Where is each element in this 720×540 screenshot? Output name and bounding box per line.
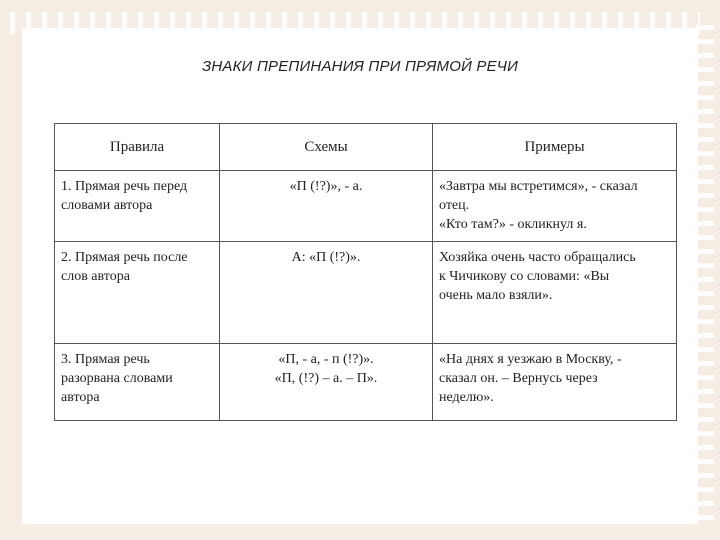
table-row — [55, 344, 677, 421]
table-header-row — [55, 124, 677, 171]
example-line: Хозяйка очень часто обращались — [439, 250, 636, 265]
scheme-line: А: «П (!?)». — [291, 250, 361, 265]
example-cell — [433, 171, 677, 242]
rule-cell — [55, 171, 220, 242]
example-line: отец. — [439, 198, 470, 213]
example-cell — [433, 242, 677, 344]
header-schemes: Схемы — [220, 124, 433, 171]
torn-edge-right — [696, 20, 714, 520]
rule-line: слов автора — [61, 269, 130, 284]
rule-line: 3. Прямая речь — [61, 352, 150, 367]
scheme-cell — [220, 344, 433, 421]
example-line: сказал он. – Вернусь через — [439, 371, 598, 386]
page-title: ЗНАКИ ПРЕПИНАНИЯ ПРИ ПРЯМОЙ РЕЧИ — [201, 58, 519, 75]
scheme-cell — [220, 171, 433, 242]
rule-cell — [55, 242, 220, 344]
rule-line: словами автора — [61, 198, 153, 213]
header-examples: Примеры — [433, 124, 677, 171]
rule-line: 2. Прямая речь после — [61, 250, 188, 265]
example-line: «Завтра мы встретимся», - сказал — [439, 179, 638, 194]
table-row — [55, 242, 677, 344]
rule-line: 1. Прямая речь перед — [61, 179, 188, 194]
example-cell — [433, 344, 677, 421]
header-rules: Правила — [55, 124, 220, 171]
example-line: «Кто там?» - окликнул я. — [439, 217, 587, 232]
example-line: неделю». — [439, 390, 494, 405]
table-row — [55, 171, 677, 242]
rule-line: автора — [61, 390, 100, 405]
example-line: к Чичикову со словами: «Вы — [439, 269, 610, 284]
scheme-line: «П, (!?) – а. – П». — [274, 371, 378, 386]
rule-line: разорвана словами — [61, 371, 173, 386]
example-line: очень мало взяли». — [439, 288, 553, 303]
scheme-line: «П (!?)», - а. — [289, 179, 363, 194]
example-line: «На днях я уезжаю в Москву, - — [439, 352, 622, 367]
punctuation-rules-table — [54, 123, 677, 421]
rule-cell — [55, 344, 220, 421]
scheme-cell — [220, 242, 433, 344]
scheme-line: «П, - а, - п (!?)». — [278, 352, 374, 367]
